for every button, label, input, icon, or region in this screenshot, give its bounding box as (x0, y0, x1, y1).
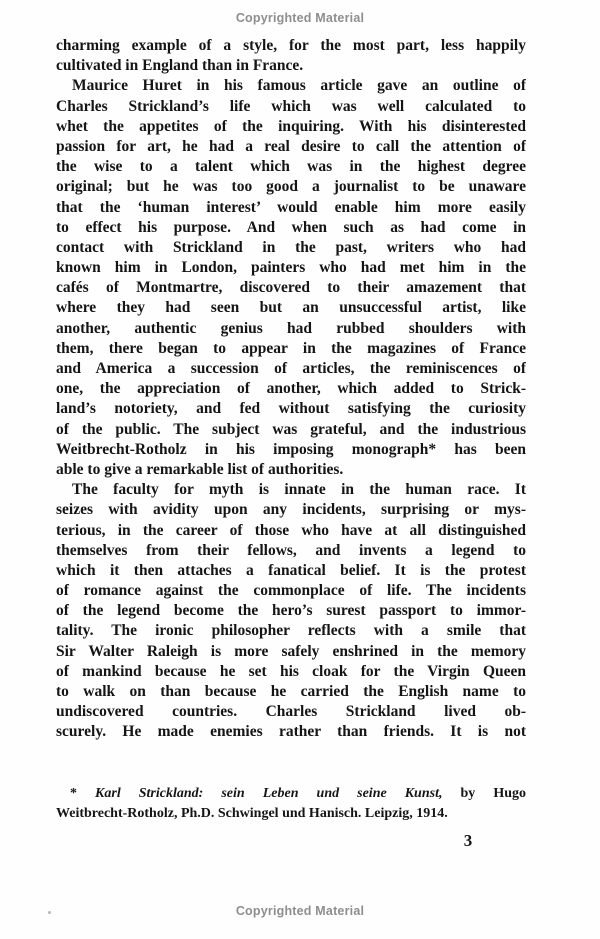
footnote-line (56, 784, 526, 804)
footnote-title-italic: Karl Strickland: sein Leben und seine Kunst, (95, 786, 443, 801)
text-line: them, there began to appear in the magazines of France (56, 339, 526, 357)
text-line: to effect his purpose. And when such as had come in (56, 218, 526, 236)
text-line: Weitbrecht-Rotholz in his imposing monograph* has been (56, 440, 526, 458)
text-line: passion for art, he had a real desire to call the attention of (56, 137, 526, 155)
footnote-text: Weitbrecht-Rotholz, Ph.D. Schwingel und Hanisch. Leipzig, 1914. (56, 806, 448, 821)
text-line: of the legend become the hero’s surest passport to immor- (56, 602, 526, 620)
text-line: another, authentic genius had rubbed shoulders with (56, 319, 526, 337)
text-line: Sir Walter Raleigh is more safely enshrined in the memory (56, 642, 526, 660)
body-text (56, 36, 526, 743)
copyright-notice-top: Copyrighted Material (235, 11, 365, 25)
page-number: 3 (463, 831, 473, 850)
text-line: undiscovered countries. Charles Strickland lived ob- (56, 703, 526, 721)
footnote (56, 784, 526, 824)
text-line: seizes with avidity upon any incidents, surprising or mys- (56, 501, 526, 519)
text-line: known him in London, painters who had met him in the (56, 259, 526, 277)
text-line: charming example of a style, for the most part, less happily (56, 37, 526, 54)
text-line: cafés of Montmartre, discovered to their amazement that (56, 279, 526, 297)
text-line: themselves from their fellows, and invents a legend to (56, 541, 526, 559)
text-line: where they had seen but an unsuccessful artist, like (56, 299, 526, 317)
text-line: scurely. He made enemies rather than friends. It is not (56, 723, 526, 741)
text-line: Maurice Huret in his famous article gave an outline of (72, 77, 526, 95)
text-line: and America a succession of articles, the reminiscences of (56, 360, 526, 377)
text-line: terious, in the career of those who have at all distinguished (56, 521, 526, 539)
text-line: of the public. The subject was grateful, and the industrious (56, 420, 526, 438)
text-line: land’s notoriety, and fed without satisfying the curiosity (56, 400, 526, 418)
text-line: original; but he was too good a journalist to be unaware (56, 178, 526, 196)
text-line: of romance against the commonplace of life. The incidents (56, 582, 526, 600)
text-line: that the ‘human interest’ would enable him more easily (56, 198, 526, 216)
text-line: The faculty for myth is innate in the human race. It (72, 481, 526, 499)
footnote-text: by Hugo (442, 786, 526, 801)
text-line: to walk on than because he carried the English name to (56, 683, 526, 700)
text-line: contact with Strickland in the past, writers who had (56, 238, 526, 256)
text-line: one, the appreciation of another, which added to Strick- (56, 380, 526, 398)
text-line: whet the appetites of the inquiring. With his disinterested (56, 117, 526, 135)
footnote-text: * (70, 786, 96, 801)
footnote-line (56, 804, 526, 824)
copyright-notice-bottom: Copyrighted Material (235, 904, 365, 918)
text-line: of mankind because he set his cloak for the Virgin Queen (56, 662, 526, 680)
text-line: Charles Strickland’s life which was well calculated to (56, 97, 526, 115)
text-line: cultivated in England than in France. (56, 57, 304, 75)
text-line: tality. The ironic philosopher reflects with a smile that (56, 622, 526, 640)
scan-artifact-dot (48, 911, 51, 914)
text-line: the wise to a talent which was in the highest degree (56, 158, 526, 176)
text-line: able to give a remarkable list of authorities. (56, 460, 344, 478)
text-line: which it then attaches a fanatical belief. It is the protest (56, 561, 526, 579)
